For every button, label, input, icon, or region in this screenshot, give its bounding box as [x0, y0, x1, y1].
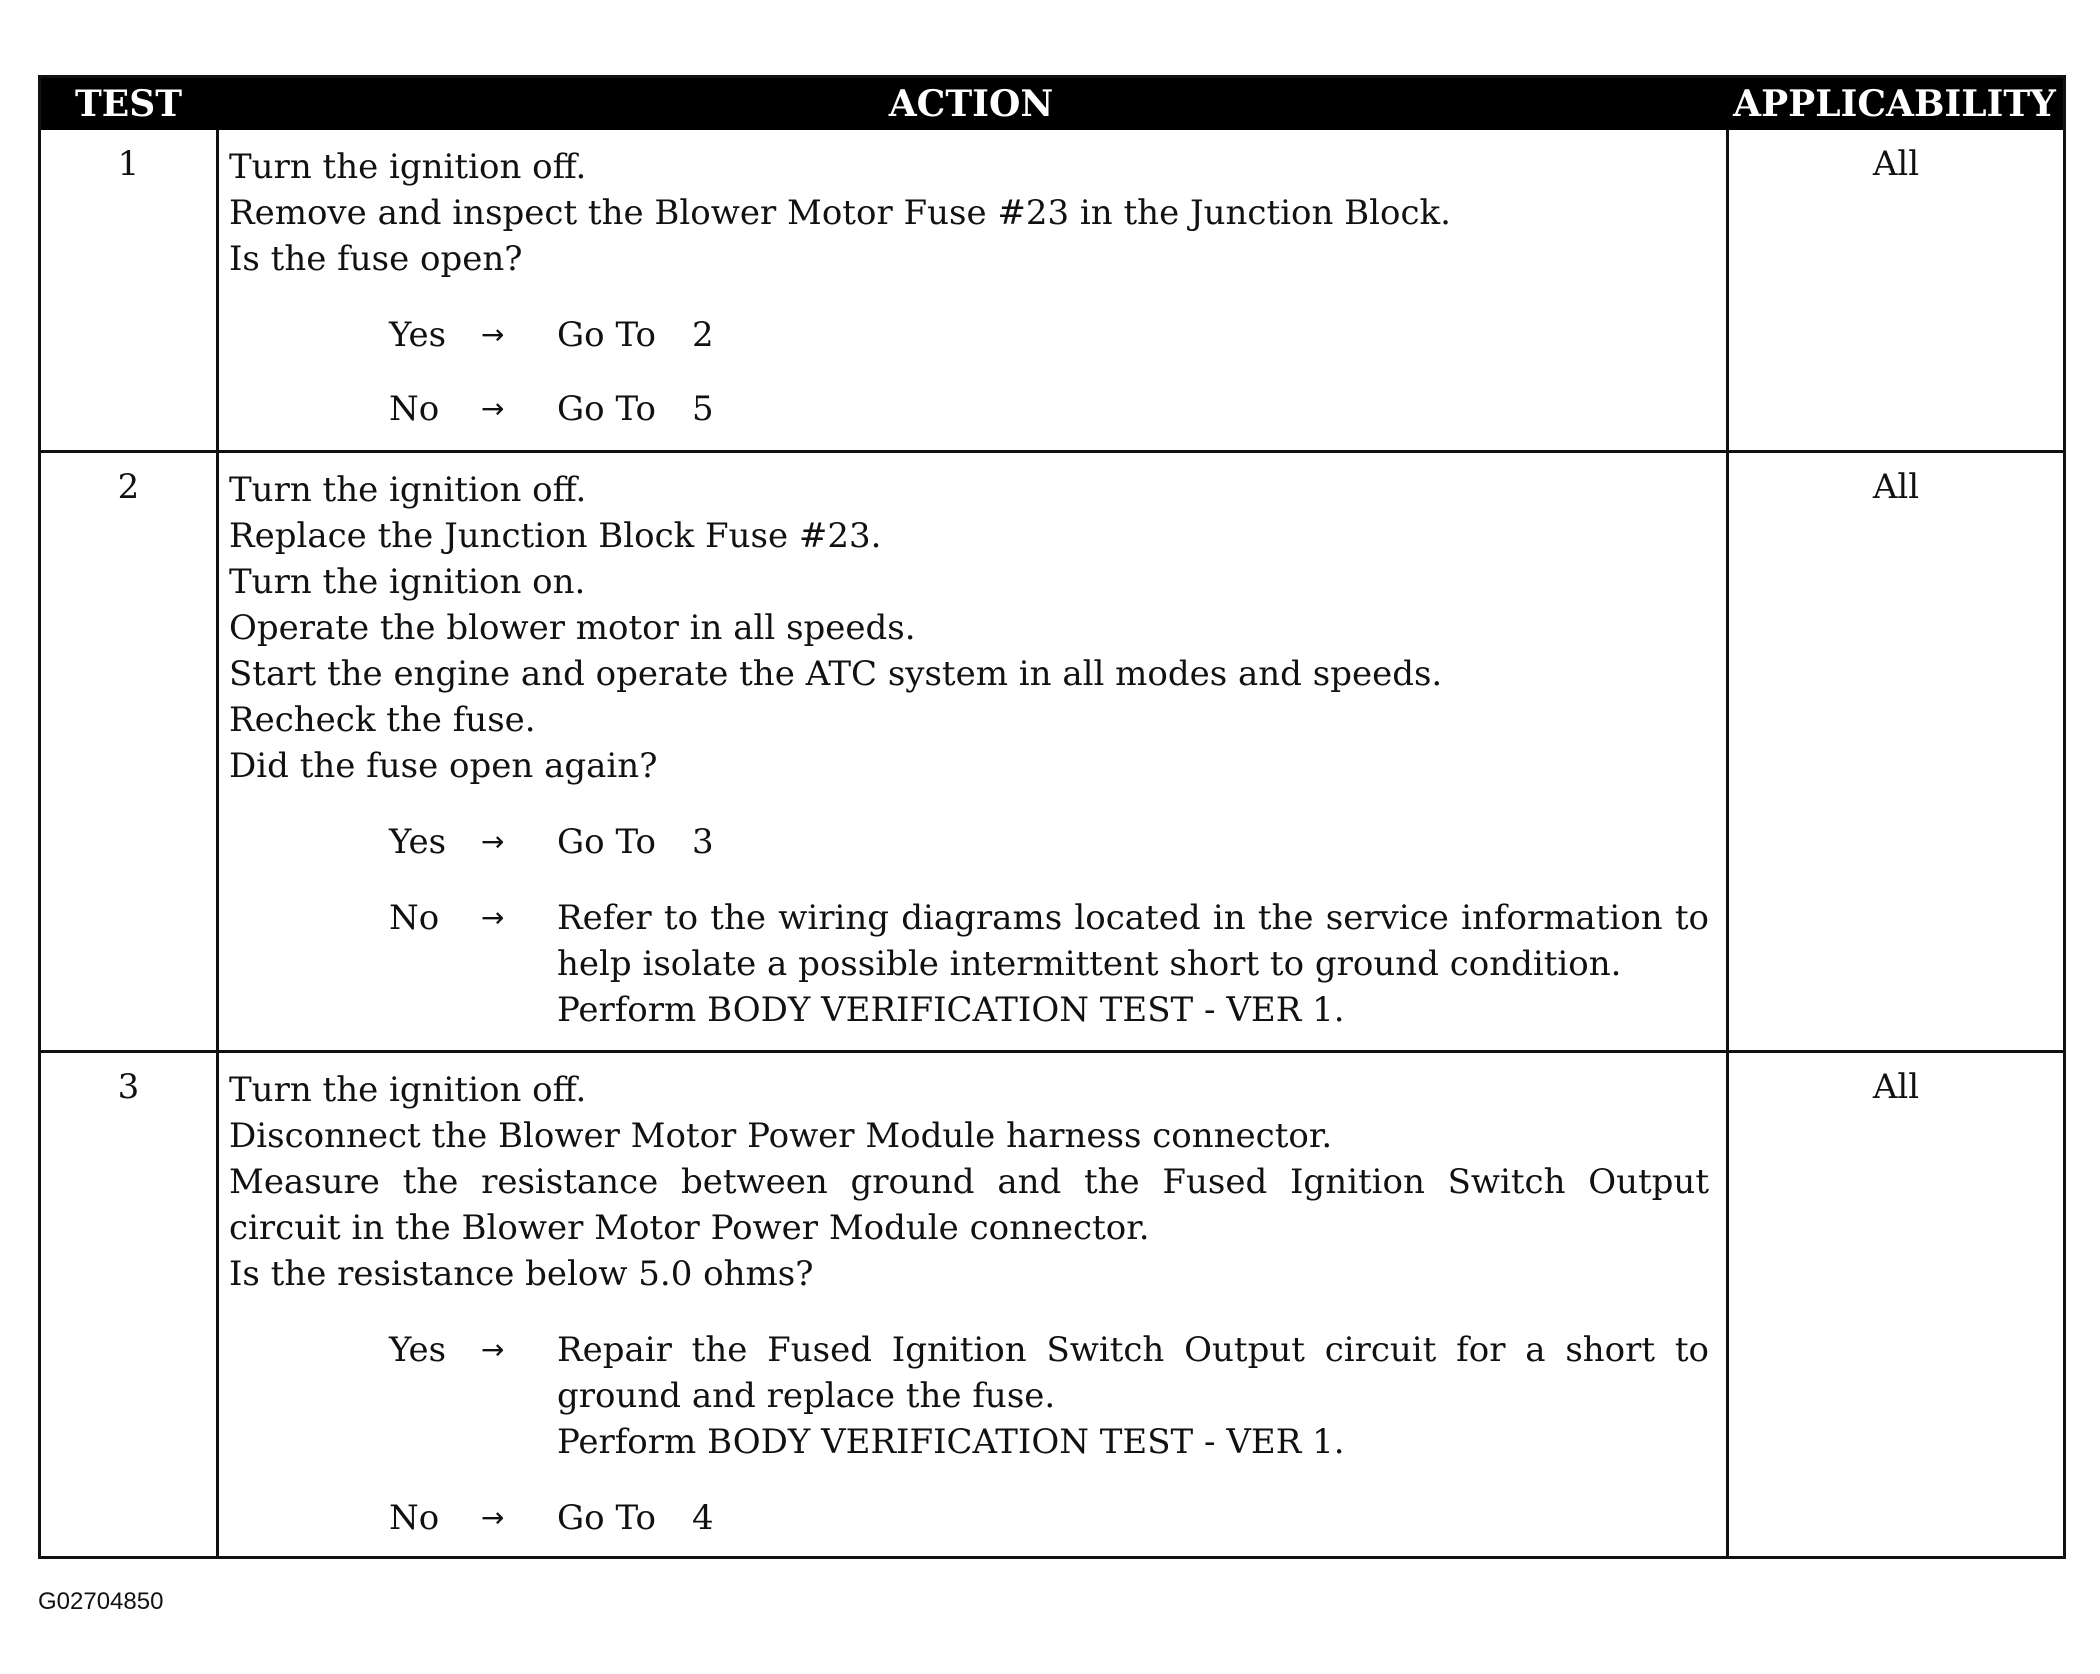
- outcome-no: [389, 895, 1709, 1033]
- outcome-label: Yes: [389, 1330, 447, 1370]
- outcome-yes: [389, 312, 1709, 358]
- goto-label: Go To: [557, 389, 656, 429]
- goto-label: Go To: [557, 822, 656, 862]
- action-step: Replace the Junction Block Fuse #23.: [229, 516, 882, 556]
- action-step: Remove and inspect the Blower Motor Fuse #23 in the Junction Block.: [229, 193, 1451, 233]
- goto-label: Go To: [557, 315, 656, 355]
- arrow-right-icon: →: [481, 901, 505, 934]
- goto-test-number: 5: [691, 389, 714, 429]
- arrow-right-icon: →: [481, 392, 505, 425]
- diagnostic-test-table: [38, 75, 2066, 1559]
- outcome-label: Yes: [389, 822, 447, 862]
- outcome-text: Perform BODY VERIFICATION TEST - VER 1.: [557, 1422, 1345, 1462]
- action-step: Measure the resistance between ground and the Fused Ignition Switch Output circuit in the Blower Motor Power Module connector.: [229, 1162, 1709, 1248]
- table-row: [41, 453, 2063, 1050]
- goto-test-number: 3: [691, 822, 714, 862]
- action-step: Start the engine and operate the ATC system in all modes and speeds.: [229, 654, 1443, 694]
- outcome-label: No: [389, 1498, 440, 1538]
- header-applicability: APPLICABILITY: [1726, 78, 2063, 130]
- test-number: 1: [117, 144, 140, 184]
- action-step: Disconnect the Blower Motor Power Module harness connector.: [229, 1116, 1333, 1156]
- test-number: 3: [117, 1067, 140, 1107]
- action-step: Turn the ignition off.: [229, 1070, 587, 1110]
- action-cell: [229, 144, 1709, 432]
- action-step: Did the fuse open again?: [229, 746, 658, 786]
- action-step: Turn the ignition on.: [229, 562, 586, 602]
- goto-test-number: 4: [691, 1498, 714, 1538]
- outcome-yes: [389, 819, 1709, 865]
- arrow-right-icon: →: [481, 318, 505, 351]
- outcome-label: No: [389, 389, 440, 429]
- header-test: TEST: [41, 78, 216, 130]
- applicability-value: All: [1872, 467, 1920, 507]
- action-step: Is the fuse open?: [229, 239, 523, 279]
- action-cell: [229, 467, 1709, 1033]
- outcome-yes: [389, 1327, 1709, 1465]
- outcome-no: [389, 1495, 1709, 1541]
- test-number: 2: [117, 467, 140, 507]
- outcome-label: Yes: [389, 315, 447, 355]
- action-step: Operate the blower motor in all speeds.: [229, 608, 916, 648]
- goto-test-number: 2: [691, 315, 714, 355]
- applicability-value: All: [1872, 1067, 1920, 1107]
- figure-id: G02704850: [38, 1588, 164, 1615]
- action-step: Turn the ignition off.: [229, 147, 587, 187]
- arrow-right-icon: →: [481, 1501, 505, 1534]
- action-cell: [229, 1067, 1709, 1541]
- arrow-right-icon: →: [481, 1333, 505, 1366]
- action-step: Is the resistance below 5.0 ohms?: [229, 1254, 814, 1294]
- applicability-value: All: [1872, 144, 1920, 184]
- action-step: Turn the ignition off.: [229, 470, 587, 510]
- outcome-text: Repair the Fused Ignition Switch Output circuit for a short to ground and replace the fuse.: [557, 1330, 1709, 1416]
- outcome-label: No: [389, 898, 440, 938]
- outcome-text: Perform BODY VERIFICATION TEST - VER 1.: [557, 990, 1345, 1030]
- table-row: [41, 1053, 2063, 1556]
- table-row: [41, 130, 2063, 450]
- goto-label: Go To: [557, 1498, 656, 1538]
- outcome-no: [389, 386, 1709, 432]
- arrow-right-icon: →: [481, 825, 505, 858]
- action-step: Recheck the fuse.: [229, 700, 536, 740]
- outcome-text: Refer to the wiring diagrams located in the service information to help isolate a possible intermittent short to ground condition.: [557, 898, 1709, 984]
- header-action: ACTION: [216, 78, 1726, 130]
